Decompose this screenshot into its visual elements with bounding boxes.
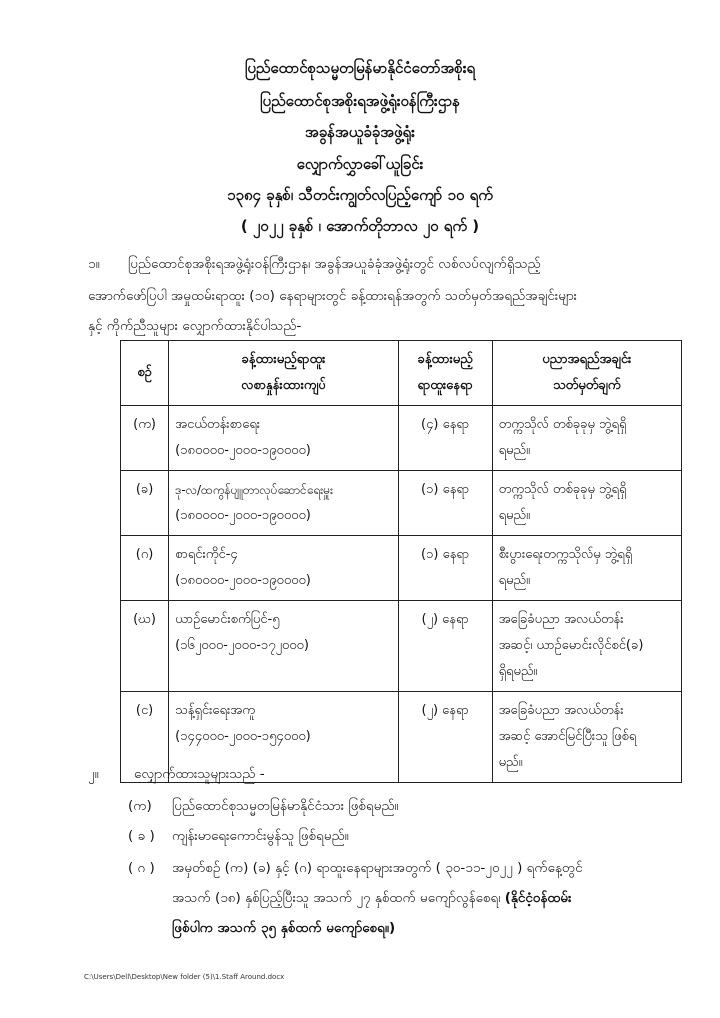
para2-continuation [172,888,572,908]
para2-item-text: ကျန်းမာရေးကောင်းမွန်သူ ဖြစ်ရမည်။ [172,828,349,844]
para1-line3: နှင့် ကိုက်ညီသူများ လျှောက်ထားနိုင်ပါသည်- [88,318,302,334]
header-ministry: ပြည်ထောင်စုသမ္မတမြန်မာနိုင်ငံတော်အစိုးရ [244,59,476,77]
position-title: သန့်ရှင်းရေးအကူ [175,703,255,718]
civil-servant-note-cont: ဖြစ်ပါက အသက် ၃၅ နှစ်ထက် မကျော်စေရ။) [172,920,396,936]
table-row [121,471,682,536]
table-header-row [121,341,682,406]
row-position [169,406,399,471]
table-row [121,406,682,471]
qualification-line: အဆင့် အောင်မြင်ပြီးသူ ဖြစ်ရ [498,729,637,744]
row-position [169,471,399,536]
para2-number: ၂။ [88,766,99,782]
position-title: ဒု-လ/ထကွန်ပျူတာလုပ်ဆောင်ရေးမှူး [175,483,334,497]
qualification-line: တက္ကသိုလ် တစ်ခုခုမှ ဘွဲ့ရရှိ [498,417,627,432]
header-office: အခွန်အယူခံခုံအဖွဲ့ရုံး [305,123,415,141]
qualification-line: အခြေခံပညာ အလယ်တန်း [498,703,624,718]
row-count: (၂) နေရာ [398,601,492,692]
table-row [121,601,682,692]
salary-scale: (၁၄၄၀၀၀-၂၀၀၀-၁၅၄၀၀၀) [175,729,311,744]
qualification-line: ရမည်။ [498,443,530,458]
row-number: (က) [121,406,169,471]
qualification-line: တက္ကသိုလ် တစ်ခုခုမှ ဘွဲ့ရရှိ [498,482,627,497]
position-title: အငယ်တန်းစာရေး [175,417,261,432]
salary-scale: (၁၈၀၀၀၀-၂၀၀၀-၁၉၀၀၀၀) [175,508,311,523]
position-title: ယာဉ်မောင်းစက်ပြင်-၅ [175,612,280,627]
row-qualification [492,536,681,601]
row-count: (၁) နေရာ [398,536,492,601]
header-qualification-line1: ပညာအရည်အချင်း [542,352,632,367]
vacancy-table [120,340,682,783]
row-number: (ခ) [121,471,169,536]
header-title: လျှောက်လွှာခေါ်ယူခြင်း [296,155,424,173]
header-position-line1: ခန့်ထားမည့်ရာထူး [241,352,326,367]
para2-item-label: (က) [128,798,152,814]
para2-item-text: ပြည်ထောင်စုသမ္မတမြန်မာနိုင်ငံသား ဖြစ်ရမည်။ [172,798,399,814]
header-qualification [492,341,681,406]
row-qualification [492,471,681,536]
age-limit-text: အသက် (၁၈) နှစ်ပြည့်ပြီးသူ အသက် ၂၇ နှစ်ထက် မကျော်လွန်စေရ၊ [172,890,501,906]
header-count [398,341,492,406]
para2-item-label: ( ခ ) [128,828,155,844]
row-count: (၁) နေရာ [398,471,492,536]
para1-line2: အောက်ဖော်ပြပါ အမှုထမ်းရာထူး (၁၀) နေရာများတွင် ခန့်ထားရန်အတွက် သတ်မှတ်အရည်အချင်းများ [88,288,578,304]
para1-line1: ပြည်ထောင်စုအစိုးရအဖွဲ့ရုံးဝန်ကြီးဌာန၊ အခွန်အယူခံခုံအဖွဲ့ရုံးတွင် လစ်လပ်လျက်ရှိသည့် [128,256,541,272]
position-title: စာရင်းကိုင်-၄ [175,547,238,562]
header-count-line1: ခန့်ထားမည့် [417,352,473,367]
para2-item-text: အမှတ်စဉ် (က) (ခ) နှင့် (ဂ) ရာထူးနေရာများအတွက် ( ၃၀-၁၁-၂၀၂၂ ) ရက်နေ့တွင် [172,860,583,876]
row-qualification [492,692,681,783]
salary-scale: (၁၈၀၀၀၀-၂၀၀၀-၁၉၀၀၀၀) [175,443,311,458]
row-qualification [492,601,681,692]
row-number: (ဃ) [121,601,169,692]
row-number: (င) [121,692,169,783]
row-qualification [492,406,681,471]
qualification-line: မည်။ [498,755,523,770]
row-position [169,536,399,601]
header-position-line2: လစာနှုန်းထားကျပ် [241,378,326,393]
header-date-myanmar: ၁၃၈၄ ခုနှစ်၊ သီတင်းကျွတ်လပြည့်ကျော် ၁၀ ရက် [227,186,493,204]
qualification-line: ရမည်။ [498,573,530,588]
header-no: စဉ် [121,341,169,406]
table-row [121,536,682,601]
qualification-line: အခြေခံပညာ အလယ်တန်း [498,612,624,627]
para1-number: ၁။ [88,256,100,272]
salary-scale: (၁၆၂၀၀၀-၂၀၀၀-၁၇၂၀၀၀) [175,638,309,653]
qualification-line: စီးပွားရေးတက္ကသိုလ်မှ ဘွဲ့ရရှိ [498,547,633,562]
qualification-line: ရမည်။ [498,508,530,523]
salary-scale: (၁၈၀၀၀၀-၂၀၀၀-၁၉၀၀၀၀) [175,573,311,588]
para2-item-label: ( ဂ ) [128,860,155,876]
civil-servant-note: (နိုင်ငံ့ဝန်ထမ်း [504,890,572,906]
file-path-footer: C:\Users\Dell\Desktop\New folder (5)\1.Staff Around.docx [84,973,285,981]
row-position [169,601,399,692]
row-number: (ဂ) [121,536,169,601]
row-count: (၂) နေရာ [398,692,492,783]
header-position [169,341,399,406]
row-count: (၄) နေရာ [398,406,492,471]
para2-intro: လျှောက်ထားသူများသည် - [134,766,265,782]
header-count-line2: ရာထူးနေရာ [417,378,473,393]
qualification-line: ရှိရမည်။ [498,664,538,679]
header-department: ပြည်ထောင်စုအစိုးရအဖွဲ့ရုံးဝန်ကြီးဌာန [260,92,460,110]
header-qualification-line2: သတ်မှတ်ချက် [553,378,621,393]
header-date-gregorian: ( ၂၀၂၂ ခုနှစ် ၊ အောက်တိုဘာလ ၂၀ ရက် ) [240,217,480,235]
qualification-line: အဆင့်၊ ယာဉ်မောင်းလိုင်စင်(ခ) [498,638,644,653]
